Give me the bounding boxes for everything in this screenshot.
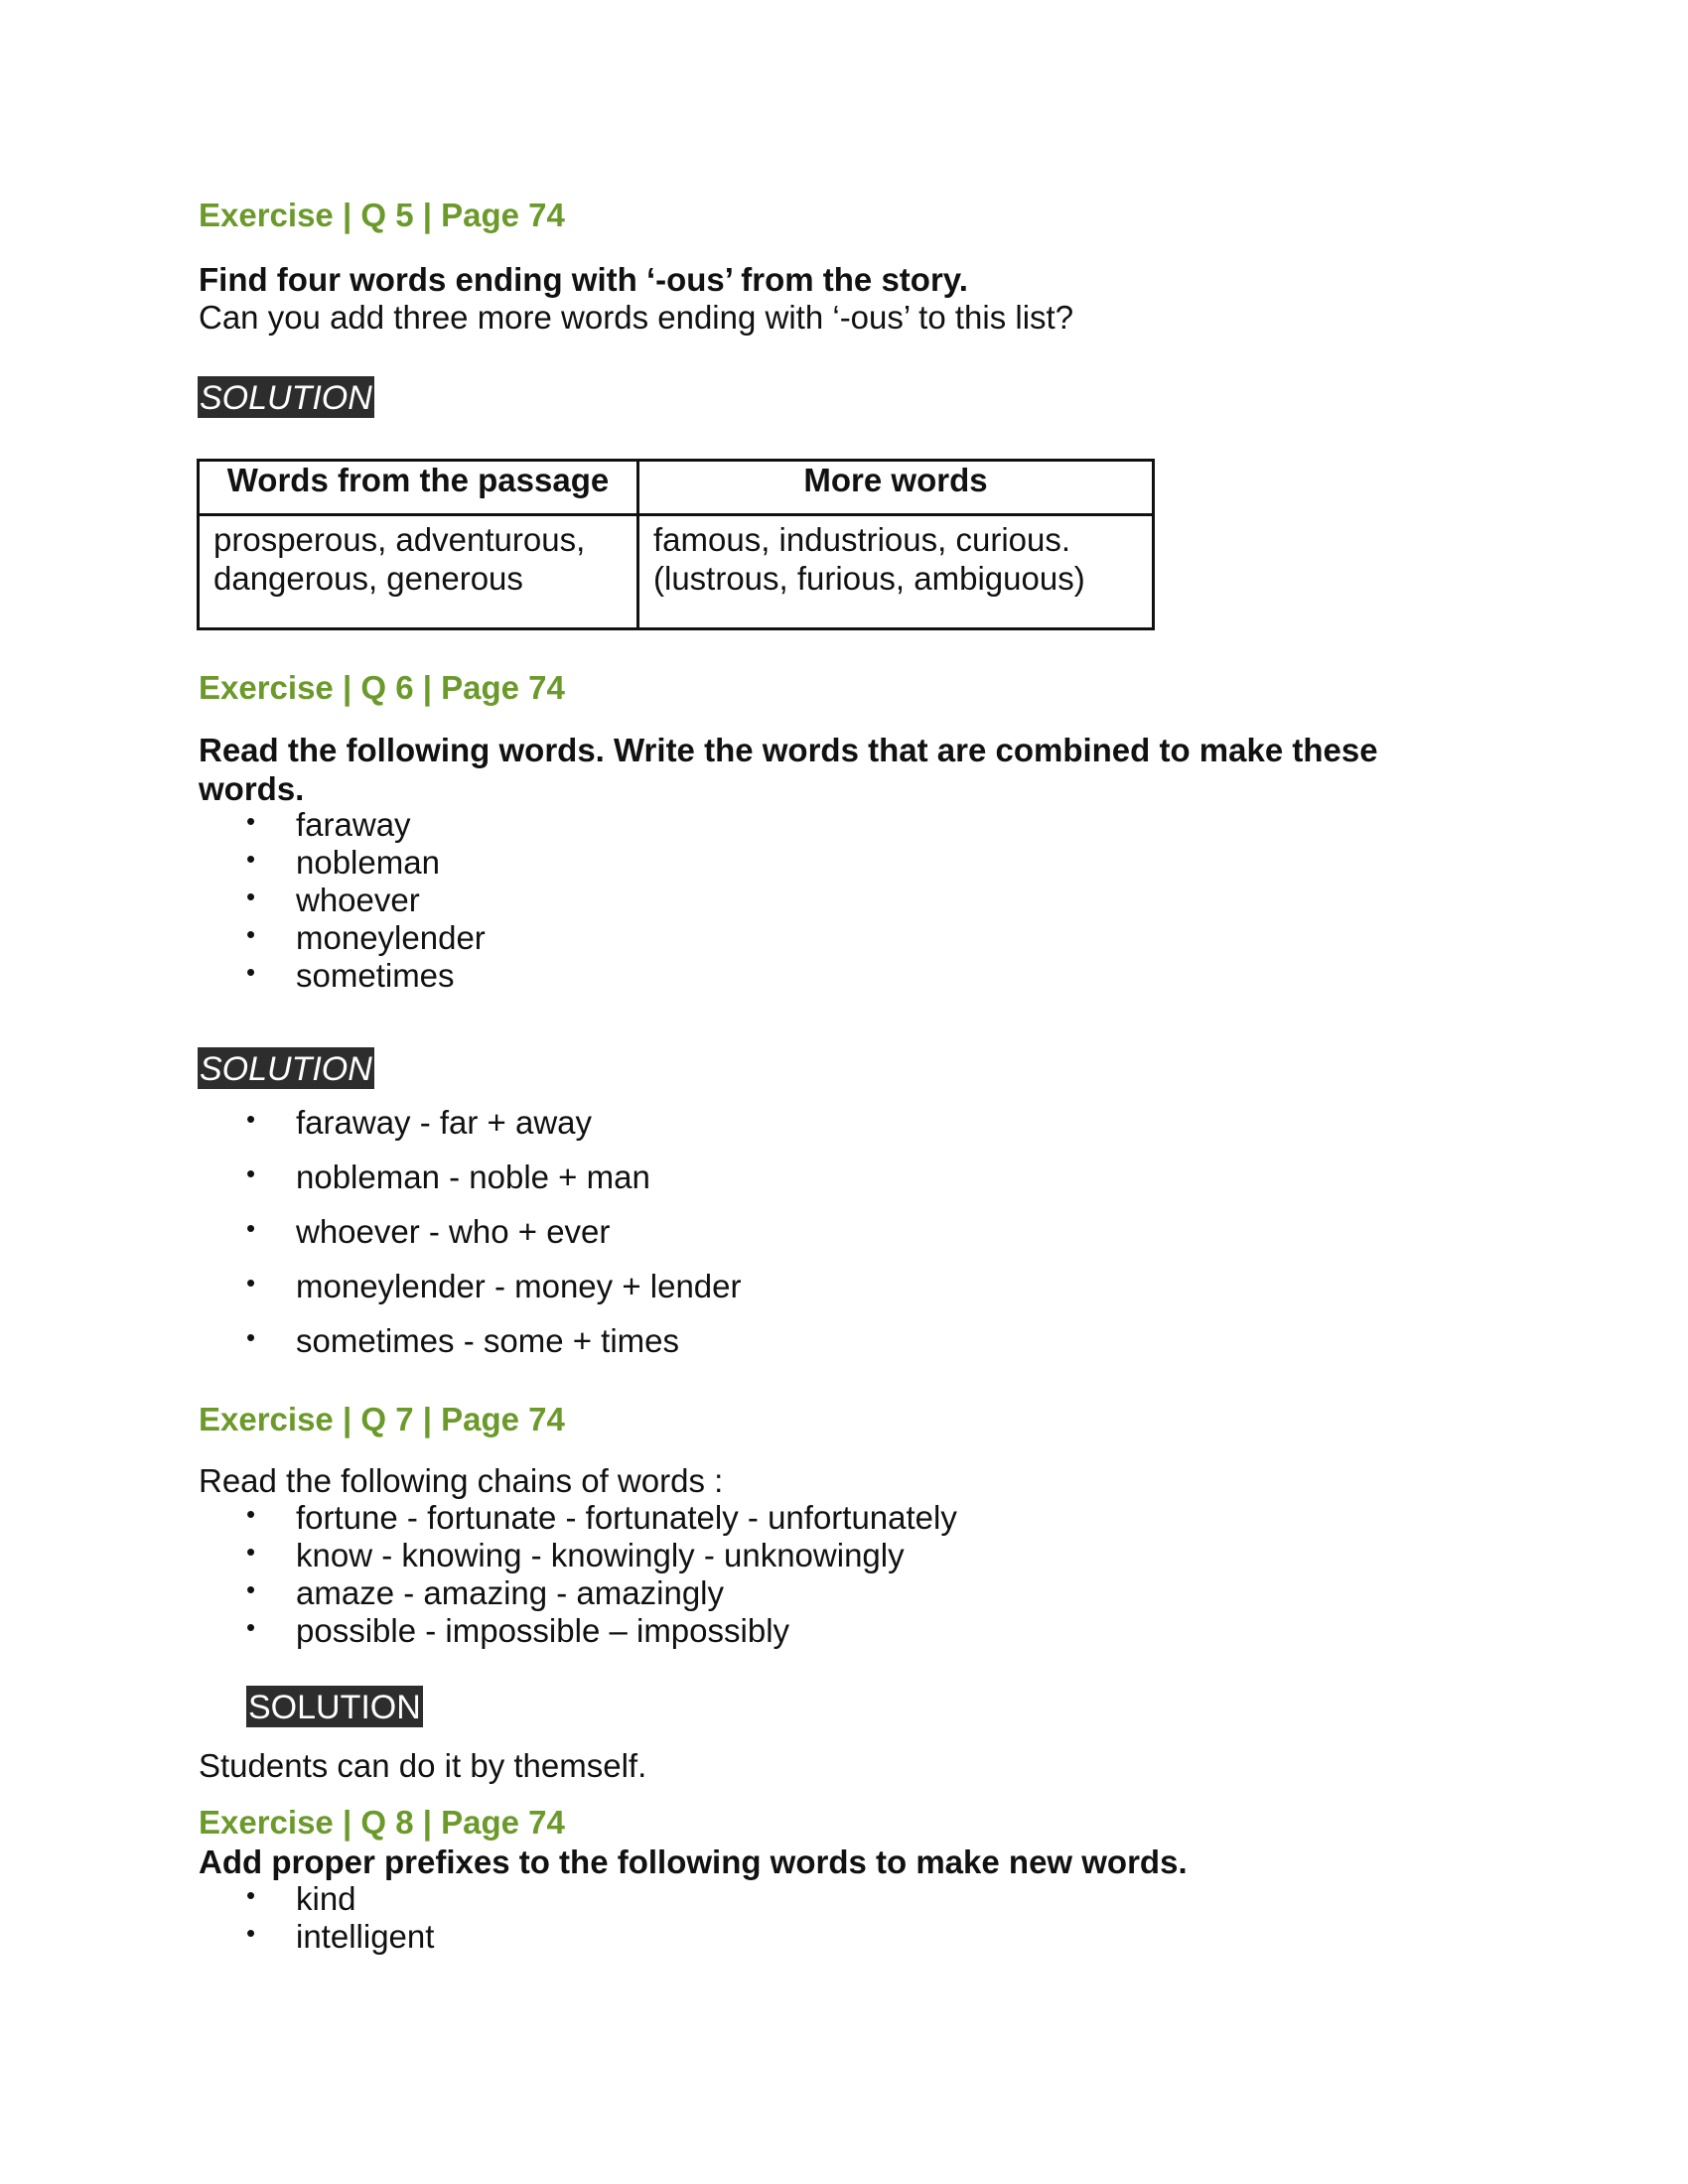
table-cell-more <box>638 515 1154 629</box>
list-item: • amaze - amazing - amazingly <box>246 1574 724 1611</box>
bullet-icon: • <box>246 1880 256 1910</box>
table-row <box>199 515 1154 629</box>
list-item: • faraway - far + away <box>246 1104 593 1141</box>
table-cell-passage <box>199 515 638 629</box>
bullet-icon: • <box>246 1918 256 1948</box>
answer-q7: Students can do it by themself. <box>199 1747 647 1784</box>
bullet-icon: • <box>246 882 256 911</box>
exercise-heading-q7: Exercise | Q 7 | Page 74 <box>199 1401 565 1437</box>
exercise-heading-q8: Exercise | Q 8 | Page 74 <box>199 1804 565 1841</box>
list-item: • know - knowing - knowingly - unknowingly <box>246 1537 905 1573</box>
bullet-icon: • <box>246 844 256 874</box>
list-item: • intelligent <box>246 1918 435 1955</box>
list-item: • possible - impossible – impossibly <box>246 1612 790 1649</box>
list-item: • sometimes - some + times <box>246 1322 680 1359</box>
list-item: • nobleman - noble + man <box>246 1159 650 1195</box>
list-item: • fortune - fortunate - fortunately - unfortunately <box>246 1499 957 1536</box>
list-item: • kind <box>246 1880 356 1917</box>
exercise-heading-q6: Exercise | Q 6 | Page 74 <box>199 669 565 706</box>
cell-line: (lustrous, furious, ambiguous) <box>653 560 1085 597</box>
word-chain-list-q7 <box>199 1499 957 1650</box>
word-list-q8 <box>199 1880 434 1956</box>
bullet-icon: • <box>246 1537 256 1567</box>
question-q6-bold-line2: words. <box>199 770 305 807</box>
table-header-row <box>199 461 1154 515</box>
list-item: • sometimes <box>246 957 455 994</box>
question-q5-bold: Find four words ending with ‘-ous’ from the story. <box>199 261 968 298</box>
answer-table-q5 <box>197 459 1155 630</box>
question-q8-bold: Add proper prefixes to the following words to make new words. <box>199 1843 1188 1880</box>
bullet-icon: • <box>246 806 256 836</box>
cell-line: famous, industrious, curious. <box>653 521 1071 558</box>
cell-line: dangerous, generous <box>213 560 523 597</box>
question-q5-normal: Can you add three more words ending with ‘-ous’ to this list? <box>199 299 1074 336</box>
bullet-icon: • <box>246 1159 256 1188</box>
table-header-more: More words <box>638 461 1154 515</box>
list-item: • whoever <box>246 882 420 918</box>
solution-badge-q5: SOLUTION <box>198 376 374 418</box>
bullet-icon: • <box>246 957 256 987</box>
bullet-icon: • <box>246 1104 256 1134</box>
question-q7-normal: Read the following chains of words : <box>199 1462 724 1499</box>
bullet-icon: • <box>246 1268 256 1297</box>
exercise-heading-q5: Exercise | Q 5 | Page 74 <box>199 197 565 233</box>
bullet-icon: • <box>246 1499 256 1529</box>
question-q6-bold-line1: Read the following words. Write the words that are combined to make these <box>199 732 1378 768</box>
table-header-passage: Words from the passage <box>199 461 638 515</box>
list-item: • moneylender <box>246 919 486 956</box>
bullet-icon: • <box>246 919 256 949</box>
solution-badge-q7: SOLUTION <box>246 1686 423 1727</box>
solution-badge-q6: SOLUTION <box>198 1047 374 1089</box>
list-item: • nobleman <box>246 844 440 881</box>
bullet-icon: • <box>246 1574 256 1604</box>
bullet-icon: • <box>246 1213 256 1243</box>
list-item: • faraway <box>246 806 411 843</box>
cell-line: prosperous, adventurous, <box>213 521 586 558</box>
bullet-icon: • <box>246 1612 256 1642</box>
list-item: • moneylender - money + lender <box>246 1268 742 1304</box>
word-list-q6 <box>199 806 486 995</box>
list-item: • whoever - who + ever <box>246 1213 611 1250</box>
answer-list-q6 <box>199 1104 742 1377</box>
bullet-icon: • <box>246 1322 256 1352</box>
